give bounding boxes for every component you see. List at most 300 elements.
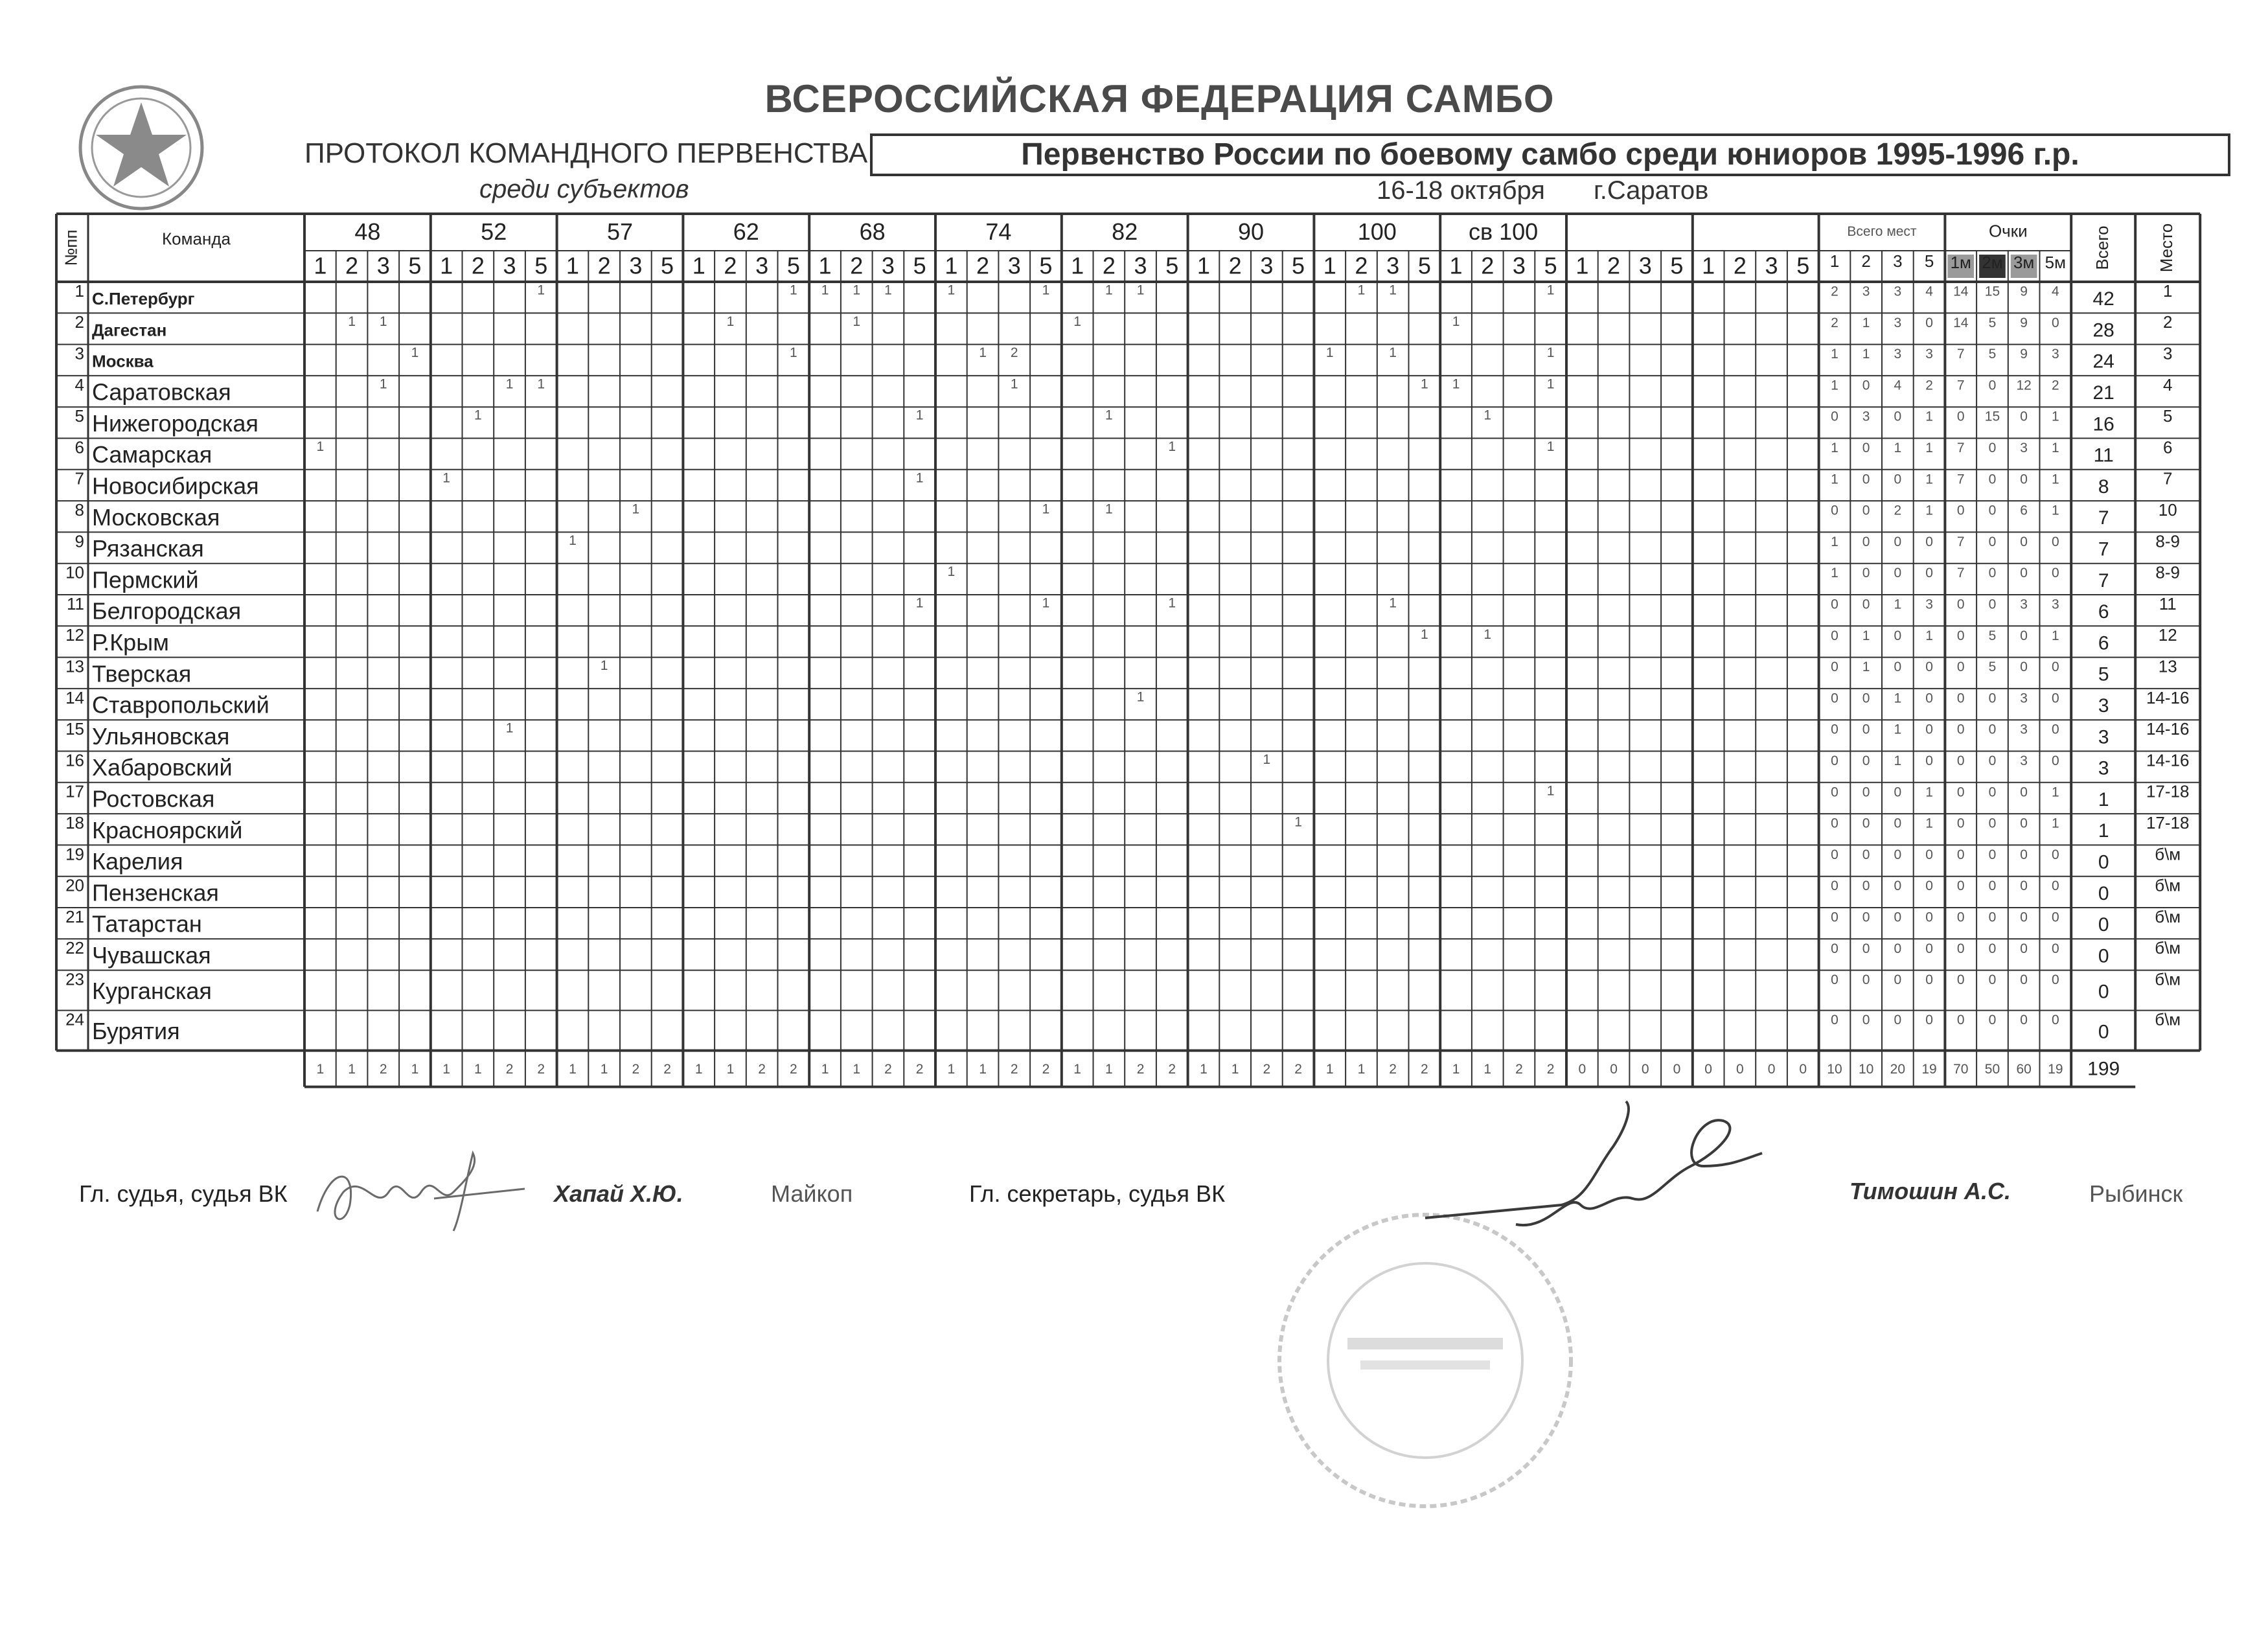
points-value: 0 (2020, 409, 2028, 424)
medal-mark: 1 (632, 501, 640, 517)
weight-total: 2 (1136, 1062, 1145, 1077)
medal-mark: 1 (915, 407, 924, 423)
points-subheader: 5м (2045, 252, 2067, 272)
row-number: 13 (65, 656, 84, 676)
total-places-value: 3 (1862, 284, 1870, 299)
place-column-header: 5 (1417, 252, 1431, 279)
medal-mark: 1 (1042, 595, 1050, 611)
weight-total: 2 (1515, 1062, 1523, 1077)
total-header: Всего (2092, 225, 2113, 270)
points-value: 0 (1988, 1013, 1997, 1028)
total-places-value: 0 (1862, 910, 1870, 925)
points-value: 9 (2020, 347, 2028, 362)
team-name: Новосибирская (92, 472, 259, 499)
total-places-value: 0 (1831, 941, 1838, 956)
points-value: 0 (2020, 941, 2028, 956)
points-value: 0 (1988, 722, 1997, 737)
team-total: 0 (2098, 1021, 2109, 1043)
medal-mark: 1 (1483, 626, 1492, 642)
points-value: 5 (1988, 347, 1997, 362)
medal-mark: 1 (1105, 282, 1113, 298)
medal-mark: 1 (947, 564, 956, 580)
weight-total: 1 (821, 1062, 829, 1077)
row-number: 3 (74, 343, 84, 363)
team-name: Московская (92, 503, 220, 531)
total-places-value: 0 (1831, 660, 1838, 675)
chief-judge-name: Хапай Х.Ю. (554, 1180, 683, 1207)
medal-mark: 1 (1263, 752, 1271, 768)
team-name: Ростовская (92, 785, 215, 812)
total-places-value: 1 (1925, 409, 1933, 424)
team-place: б\м (2155, 1009, 2181, 1029)
weight-total: 0 (1736, 1062, 1744, 1077)
weight-total: 1 (1452, 1062, 1460, 1077)
points-value: 0 (1988, 941, 1997, 956)
row-number: 4 (74, 374, 84, 395)
total-places-value: 0 (1925, 972, 1933, 988)
total-places-value: 0 (1862, 441, 1870, 456)
place-column-header: 2 (1481, 252, 1495, 279)
weight-total: 2 (1421, 1062, 1428, 1077)
points-value: 1 (2052, 472, 2059, 487)
points-value: 7 (1956, 472, 1965, 487)
team-total: 7 (2098, 507, 2109, 529)
points-value: 12 (2016, 378, 2032, 393)
points-value: 0 (2052, 722, 2059, 737)
points-value: 14 (1953, 284, 1969, 299)
total-places-value: 0 (1925, 691, 1933, 706)
total-places-value: 0 (1862, 785, 1870, 800)
weight-total: 0 (1610, 1062, 1618, 1077)
total-places-value: 1 (1831, 378, 1838, 393)
points-value: 0 (1956, 941, 1965, 956)
row-number: 12 (65, 625, 84, 645)
points-value: 0 (1988, 597, 1997, 612)
team-place: 7 (2162, 468, 2173, 488)
place-column-header: 5 (534, 252, 548, 279)
total-places-value: 4 (1925, 284, 1933, 299)
total-places-value: 1 (1925, 628, 1933, 643)
medal-mark: 1 (316, 439, 325, 455)
medal-mark: 1 (1546, 345, 1555, 361)
team-total: 0 (2098, 882, 2109, 904)
points-value: 0 (2052, 534, 2059, 549)
weight-total: 2 (537, 1062, 545, 1077)
team-place: б\м (2155, 969, 2181, 989)
row-number: 6 (74, 437, 84, 457)
row-number: 10 (65, 562, 84, 582)
total-places-value: 1 (1894, 722, 1902, 737)
total-places-value: 0 (1831, 910, 1838, 925)
weight-class-header: 90 (1237, 218, 1265, 246)
total-places-value: 0 (1894, 534, 1902, 549)
championship-title: Первенство России по боевому самбо среди юниоров 1995-1996 г.р. (870, 133, 2230, 176)
place-column-header: 3 (755, 252, 769, 279)
place-column-header: 2 (1355, 252, 1368, 279)
points-value: 0 (1956, 785, 1965, 800)
points-value: 0 (2020, 1013, 2028, 1028)
points-value: 7 (1956, 534, 1965, 549)
total-places-value: 0 (1831, 628, 1838, 643)
total-places-subheader: 2 (1861, 251, 1871, 271)
points-value: 3 (2020, 753, 2028, 769)
points-value: 0 (2052, 566, 2059, 581)
total-places-value: 0 (1862, 566, 1870, 581)
points-value: 0 (2052, 753, 2059, 769)
protocol-title: ПРОТОКОЛ КОМАНДНОГО ПЕРВЕНСТВА (304, 137, 868, 169)
total-places-value: 0 (1831, 1013, 1838, 1028)
team-place: 5 (2162, 406, 2173, 426)
medal-mark: 1 (1421, 376, 1428, 392)
team-place: 17-18 (2146, 812, 2190, 832)
total-places-sum: 10 (1827, 1062, 1842, 1077)
medal-mark: 1 (1357, 282, 1366, 298)
medal-mark: 1 (379, 376, 387, 392)
team-name: Красноярский (92, 816, 243, 843)
points-value: 0 (2020, 878, 2028, 894)
points-value: 1 (2052, 628, 2059, 643)
place-column-header: 5 (1670, 252, 1684, 279)
points-value: 0 (2020, 660, 2028, 675)
weight-total: 1 (979, 1062, 987, 1077)
total-places-value: 0 (1894, 628, 1902, 643)
row-number: 21 (65, 906, 84, 926)
row-number: 20 (65, 875, 84, 895)
team-column-header: Команда (162, 229, 231, 249)
place-column-header: 1 (566, 252, 579, 279)
points-value: 14 (1953, 315, 1969, 330)
weight-class-header: 68 (859, 218, 886, 246)
team-place: 14-16 (2146, 750, 2190, 770)
place-column-header: 5 (1292, 252, 1305, 279)
row-number: 18 (65, 812, 84, 832)
points-value: 15 (1984, 284, 2000, 299)
team-total: 0 (2098, 981, 2109, 1003)
total-places-value: 1 (1831, 534, 1838, 549)
points-value: 0 (2020, 847, 2028, 862)
points-sum: 70 (1953, 1062, 1969, 1077)
points-value: 5 (1988, 660, 1997, 675)
total-places-value: 0 (1862, 378, 1870, 393)
team-total: 6 (2098, 601, 2109, 623)
medal-mark: 1 (821, 282, 829, 298)
medal-mark: 1 (1168, 595, 1176, 611)
team-total: 21 (2092, 382, 2114, 404)
points-value: 7 (1956, 347, 1965, 362)
total-places-value: 1 (1862, 315, 1870, 330)
weight-total: 2 (1546, 1062, 1555, 1077)
points-value: 0 (2020, 628, 2028, 643)
place-column-header: 2 (345, 252, 359, 279)
total-places-value: 0 (1831, 785, 1838, 800)
team-name: Курганская (92, 978, 212, 1005)
total-places-value: 0 (1862, 503, 1870, 518)
medal-mark: 1 (726, 314, 735, 329)
medal-mark: 1 (1452, 376, 1460, 392)
points-value: 1 (2052, 409, 2059, 424)
points-header: Очки (1988, 221, 2028, 241)
total-places-value: 2 (1831, 315, 1838, 330)
total-places-value: 1 (1831, 347, 1838, 362)
points-value: 0 (2052, 972, 2059, 988)
weight-total: 2 (1389, 1062, 1397, 1077)
team-name: Дагестан (92, 320, 167, 340)
points-value: 1 (2052, 503, 2059, 518)
points-value: 3 (2020, 597, 2028, 612)
row-number: 2 (74, 312, 84, 332)
place-column-header: 5 (1039, 252, 1053, 279)
medal-mark: 1 (1389, 595, 1397, 611)
total-places-value: 0 (1894, 566, 1902, 581)
row-number: 17 (65, 781, 84, 801)
medal-mark: 1 (1546, 376, 1555, 392)
medal-mark: 1 (1421, 626, 1428, 642)
medal-mark: 1 (915, 595, 924, 611)
weight-total: 1 (316, 1062, 325, 1077)
total-places-value: 0 (1862, 722, 1870, 737)
total-places-sum: 19 (1921, 1062, 1937, 1077)
medal-mark: 1 (1105, 501, 1113, 517)
medal-mark: 1 (1389, 345, 1397, 361)
chief-judge-label: Гл. судья, судья ВК (79, 1180, 288, 1207)
grand-total: 199 (2087, 1058, 2120, 1080)
team-total: 16 (2092, 413, 2114, 435)
weight-total: 2 (1263, 1062, 1271, 1077)
team-total: 0 (2098, 945, 2109, 967)
weight-total: 2 (1042, 1062, 1050, 1077)
team-place: 1 (2162, 281, 2173, 301)
total-places-value: 0 (1894, 409, 1902, 424)
place-column-header: 1 (1702, 252, 1715, 279)
medal-mark: 1 (1483, 407, 1492, 423)
total-places-value: 0 (1925, 660, 1933, 675)
team-total: 1 (2098, 788, 2109, 810)
points-value: 0 (1988, 691, 1997, 706)
points-sum: 60 (2016, 1062, 2032, 1077)
points-value: 0 (1956, 722, 1965, 737)
team-place: б\м (2155, 906, 2181, 926)
points-value: 0 (1956, 847, 1965, 862)
total-places-value: 0 (1894, 785, 1902, 800)
team-total: 0 (2098, 914, 2109, 936)
points-value: 0 (1956, 972, 1965, 988)
weight-total: 2 (1010, 1062, 1018, 1077)
team-name: Рязанская (92, 535, 204, 562)
medal-mark: 1 (537, 282, 545, 298)
chief-judge-signature (304, 1140, 538, 1244)
team-total: 8 (2098, 476, 2109, 498)
medal-mark: 1 (1452, 314, 1460, 329)
weight-total: 2 (1168, 1062, 1176, 1077)
total-places-value: 0 (1925, 534, 1933, 549)
total-places-value: 0 (1862, 972, 1870, 988)
team-total: 24 (2092, 350, 2114, 373)
points-value: 1 (2052, 441, 2059, 456)
row-number: 5 (74, 406, 84, 426)
weight-total: 1 (726, 1062, 735, 1077)
points-value: 6 (2020, 503, 2028, 518)
weight-total: 1 (1325, 1062, 1334, 1077)
team-place: 8-9 (2155, 562, 2180, 582)
points-value: 7 (1956, 566, 1965, 581)
medal-mark: 1 (853, 282, 861, 298)
medal-mark: 1 (915, 470, 924, 486)
place-column-header: 3 (1512, 252, 1526, 279)
medal-mark: 1 (1546, 282, 1555, 298)
total-places-value: 1 (1894, 753, 1902, 769)
weight-total: 0 (1799, 1062, 1807, 1077)
total-places-value: 0 (1894, 910, 1902, 925)
place-column-header: 2 (1102, 252, 1116, 279)
points-value: 0 (1956, 597, 1965, 612)
event-dates: 16-18 октября (1377, 176, 1545, 205)
points-value: 3 (2020, 441, 2028, 456)
place-column-header: 2 (1607, 252, 1621, 279)
row-number: 1 (74, 281, 84, 301)
total-places-value: 3 (1894, 284, 1902, 299)
place-column-header: 1 (1197, 252, 1210, 279)
place-column-header: 5 (1544, 252, 1557, 279)
team-place: 13 (2158, 656, 2177, 676)
team-name: Самарская (92, 441, 212, 468)
federation-title: ВСЕРОССИЙСКАЯ ФЕДЕРАЦИЯ САМБО (764, 77, 1555, 120)
team-total: 3 (2098, 726, 2109, 748)
place-column-header: 5 (913, 252, 926, 279)
medal-mark: 1 (600, 658, 608, 674)
total-places-value: 1 (1894, 441, 1902, 456)
points-value: 0 (1988, 534, 1997, 549)
weight-total: 2 (790, 1062, 797, 1077)
points-value: 0 (1988, 566, 1997, 581)
weight-total: 0 (1767, 1062, 1776, 1077)
row-number: 7 (74, 468, 84, 488)
total-places-value: 0 (1894, 1013, 1902, 1028)
total-places-value: 0 (1925, 753, 1933, 769)
points-value: 0 (1956, 660, 1965, 675)
medal-mark: 1 (537, 376, 545, 392)
total-places-value: 0 (1894, 816, 1902, 831)
chief-judge-city: Майкоп (771, 1180, 853, 1207)
points-value: 0 (1956, 753, 1965, 769)
weight-class-header: 62 (733, 218, 759, 246)
medal-mark: 1 (348, 314, 356, 329)
points-value: 0 (1988, 378, 1997, 393)
total-places-value: 2 (1894, 503, 1902, 518)
team-name: Ульяновская (92, 722, 230, 750)
total-places-value: 0 (1862, 1013, 1870, 1028)
points-value: 0 (2020, 972, 2028, 988)
team-total: 6 (2098, 632, 2109, 654)
total-places-value: 1 (1862, 347, 1870, 362)
place-column-header: 1 (314, 252, 327, 279)
total-places-value: 0 (1831, 597, 1838, 612)
weight-total: 1 (474, 1062, 482, 1077)
points-value: 0 (2052, 910, 2059, 925)
total-places-value: 0 (1925, 566, 1933, 581)
points-value: 0 (1988, 441, 1997, 456)
place-column-header: 3 (1260, 252, 1274, 279)
points-value: 0 (2020, 566, 2028, 581)
weight-total: 1 (600, 1062, 608, 1077)
total-places-value: 0 (1831, 753, 1838, 769)
medal-mark: 1 (1010, 376, 1018, 392)
total-places-value: 0 (1925, 847, 1933, 862)
points-value: 9 (2020, 284, 2028, 299)
total-places-value: 0 (1831, 816, 1838, 831)
weight-class-header: 48 (354, 218, 381, 246)
chief-secretary-signature (1419, 1095, 1769, 1250)
place-column-header: 3 (376, 252, 390, 279)
team-total: 7 (2098, 569, 2109, 591)
medal-mark: 1 (1136, 689, 1145, 705)
place-column-header: 2 (724, 252, 737, 279)
team-place: 8-9 (2155, 531, 2180, 551)
place-column-header: 3 (1638, 252, 1652, 279)
row-number: 15 (65, 719, 84, 739)
place-column-header: 5 (1165, 252, 1179, 279)
row-number: 22 (65, 938, 84, 958)
place-column-header: 2 (1228, 252, 1242, 279)
row-number: 19 (65, 844, 84, 864)
weight-total: 1 (1231, 1062, 1239, 1077)
team-place: 10 (2158, 499, 2177, 520)
weight-total: 1 (1200, 1062, 1208, 1077)
points-value: 0 (2052, 660, 2059, 675)
place-column-header: 5 (661, 252, 674, 279)
medal-mark: 1 (442, 470, 450, 486)
place-column-header: 2 (471, 252, 485, 279)
chief-secretary-label: Гл. секретарь, судья ВК (969, 1180, 1226, 1207)
team-place: 14-16 (2146, 687, 2190, 707)
points-subheader: 1м (1950, 252, 1971, 272)
total-places-sum: 20 (1890, 1062, 1906, 1077)
total-places-value: 1 (1862, 628, 1870, 643)
points-subheader: 3м (2013, 252, 2035, 272)
team-name: Татарстан (92, 910, 202, 937)
total-places-value: 0 (1925, 941, 1933, 956)
total-places-header: Всего мест (1847, 224, 1917, 240)
weight-total: 1 (1073, 1062, 1081, 1077)
weight-total: 1 (1483, 1062, 1492, 1077)
chief-secretary-city: Рыбинск (2089, 1180, 2183, 1207)
weight-class-header: 52 (481, 218, 507, 246)
points-value: 3 (2020, 722, 2028, 737)
place-column-header: 5 (1796, 252, 1810, 279)
team-total: 5 (2098, 663, 2109, 685)
place-column-header: 3 (1134, 252, 1147, 279)
weight-total: 2 (1294, 1062, 1302, 1077)
place-column-header: 2 (597, 252, 611, 279)
total-places-value: 0 (1862, 691, 1870, 706)
row-number: 8 (74, 499, 84, 520)
points-value: 0 (1956, 1013, 1965, 1028)
points-sum: 19 (2048, 1062, 2063, 1077)
total-places-value: 0 (1894, 941, 1902, 956)
medal-mark: 1 (790, 345, 797, 361)
total-places-value: 3 (1894, 347, 1902, 362)
total-places-value: 0 (1831, 972, 1838, 988)
medal-mark: 1 (1042, 282, 1050, 298)
weight-total: 1 (411, 1062, 419, 1077)
weight-total: 1 (348, 1062, 356, 1077)
team-total: 42 (2092, 288, 2114, 310)
medal-mark: 1 (884, 282, 892, 298)
total-places-value: 0 (1894, 972, 1902, 988)
total-places-value: 0 (1862, 941, 1870, 956)
place-column-header: 1 (692, 252, 705, 279)
place-column-header: 2 (976, 252, 990, 279)
points-value: 15 (1984, 409, 2000, 424)
